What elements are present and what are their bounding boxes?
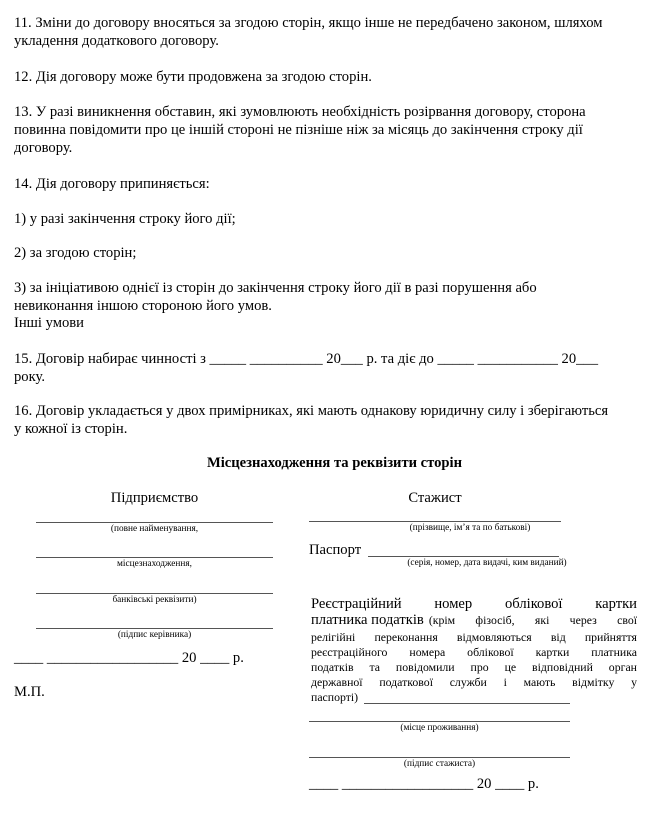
enterprise-bank-field[interactable]	[36, 593, 273, 594]
intern-date-line[interactable]: ____ __________________ 20 ____ р.	[309, 776, 539, 792]
enterprise-location-caption: місцезнаходження,	[117, 559, 192, 569]
clause-14-item-3-line1: 3) за ініціативою однієї із сторін до закінчення строку його дії в разі порушення або	[14, 280, 537, 296]
enterprise-date-line[interactable]: ____ __________________ 20 ____ р.	[14, 650, 244, 666]
enterprise-signature-field[interactable]	[36, 628, 273, 629]
passport-caption: (серія, номер, дата видачі, ким виданий)	[407, 558, 567, 568]
clause-13-line1: 13. У разі виникнення обставин, які зумовлюють необхідність розірвання договору, сторона	[14, 104, 586, 120]
clause-11-line1: 11. Зміни до договору вносяться за згодою сторін, якщо інше не передбачено законом, шляхом	[14, 15, 603, 31]
clause-12: 12. Дія договору може бути продовжена за згодою сторін.	[14, 69, 372, 85]
tax-number-field[interactable]	[364, 703, 570, 704]
tax-note-line-2: реєстраційного номера облікової картки платника	[311, 645, 637, 659]
tax-note-last: паспорті)	[311, 690, 359, 704]
clause-11-line2: укладення додаткового договору.	[14, 33, 219, 49]
tax-number-line1: Реєстраційний номер облікової картки	[311, 596, 637, 612]
other-terms-heading: Інші умови	[14, 315, 84, 331]
tax-number-line2-note: (крім фізосіб, які через свої	[428, 613, 637, 627]
tax-note-line-1: релігійні переконання відмовляються від прийняття	[311, 630, 637, 644]
clause-14: 14. Дія договору припиняється:	[14, 176, 210, 192]
intern-signature-field[interactable]	[309, 757, 570, 758]
tax-note-line-3: податків та повідомили про це відповідний орган	[311, 660, 637, 674]
intern-residence-caption: (місце проживання)	[400, 723, 479, 733]
clause-14-item-2: 2) за згодою сторін;	[14, 245, 137, 261]
clause-15-line1: 15. Договір набирає чинності з _____ __________ 20___ р. та діє до _____ ___________ 20___	[14, 351, 599, 367]
requisites-heading: Місцезнаходження та реквізити сторін	[206, 455, 463, 471]
clause-14-item-1: 1) у разі закінчення строку його дії;	[14, 211, 236, 227]
intern-title: Стажист	[408, 490, 462, 506]
intern-name-field[interactable]	[309, 521, 561, 522]
intern-name-caption: (прізвище, ім’я та по батькові)	[409, 523, 531, 533]
enterprise-location-field[interactable]	[36, 557, 273, 558]
enterprise-bank-caption: банківські реквізити)	[112, 595, 197, 605]
enterprise-name-caption: (повне найменування,	[110, 524, 199, 534]
enterprise-signature-caption: (підпис керівника)	[117, 630, 192, 640]
intern-residence-field[interactable]	[309, 721, 570, 722]
passport-field[interactable]	[368, 556, 559, 557]
tax-number-line2	[311, 612, 637, 629]
clause-13-line2: повинна повідомити про це іншій стороні не пізніше ніж за місяць до закінчення строку дії	[14, 122, 583, 138]
clause-15-line2: року.	[14, 369, 45, 385]
intern-signature-caption: (підпис стажиста)	[403, 759, 476, 769]
enterprise-title: Підприємство	[110, 490, 199, 506]
enterprise-name-field[interactable]	[36, 522, 273, 523]
clause-16-line1: 16. Договір укладається у двох примірниках, які мають однакову юридичну силу і зберігаються	[14, 403, 609, 419]
clause-13-line3: договору.	[14, 140, 73, 156]
tax-note-line-4: державної податкової служби і мають відмітку у	[311, 675, 637, 689]
tax-number-line2-main: платника податків	[311, 612, 424, 628]
stamp-label: М.П.	[14, 684, 45, 700]
clause-14-item-3-line2: невиконання іншою стороною його умов.	[14, 298, 272, 314]
passport-label: Паспорт	[309, 542, 362, 558]
clause-16-line2: у кожної із сторін.	[14, 421, 128, 437]
